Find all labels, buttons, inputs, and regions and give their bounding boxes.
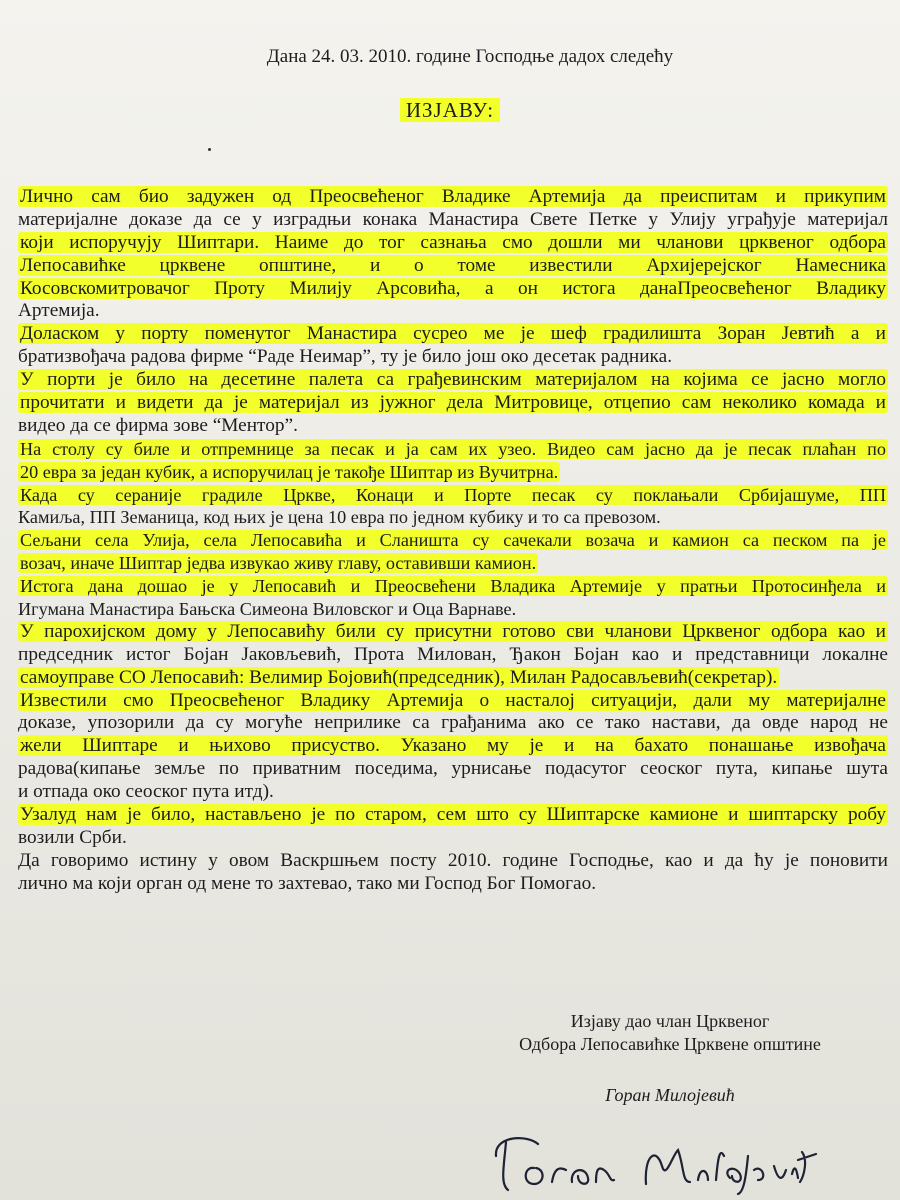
- body-line: Истога дана дошао је у Лепосавић и Преосвећени Владика Артемије у пратњи Протосинђела и: [20, 576, 886, 597]
- body-line: На столу су биле и отпремнице за песак и ја сам их узео. Видео сам јасно да је песак плаћан по: [20, 438, 886, 459]
- body-line: Лично сам био задужен од Преосвећеног Владике Артемија да преиспитам и прикупим: [20, 186, 886, 207]
- signatory-line-1: Изјаву дао члан Црквеног: [570, 1011, 770, 1031]
- body-line: братизвођача радова фирме “Раде Неимар”, ту је било још око десетак радника.: [18, 346, 673, 368]
- body-line: и отпада око сеоског пута итд).: [18, 781, 274, 803]
- signatory-name: Горан Милојевић: [605, 1085, 735, 1105]
- signatory-block: [470, 1010, 870, 1055]
- body-line: доказе, упозорили да су могуће неприлике са грађанима ако се тако настави, да овде народ не: [18, 712, 888, 734]
- body-line: Лепосавићке црквене општине, и о томе известили Архијерејског Намесника: [20, 254, 886, 276]
- body-line: Косовскомитровачог Проту Милију Арсовића, а он истога данаПреосвећеног Владику: [20, 277, 886, 299]
- body-line: возили Срби.: [18, 826, 127, 848]
- document-title: [0, 98, 900, 123]
- body-line: који испоручују Шиптари. Наиме до тог сазнања смо дошли ми чланови црквеног одбора: [20, 231, 886, 253]
- body-line: Камиља, ПП Земаница, код њих је цена 10 евра по једном кубику и то са превозом.: [18, 507, 661, 528]
- body-line: радова(кипање земље по приватним поседима, урнисање подасутог сеоског пута, кипање шута: [18, 758, 888, 780]
- body-line: У парохијском дому у Лепосавићу били су присутни готово сви чланови Црквеног одбора као и: [20, 620, 886, 642]
- body-line: Када су сеpаније градиле Цркве, Конаци и Порте песак су поклањали Србијашуме, ПП: [20, 484, 886, 505]
- handwritten-signature: [486, 1126, 826, 1196]
- body-line: Артемија.: [18, 300, 100, 322]
- body-line: Игумана Манастира Бањска Симеона Виловског и Оца Варнаве.: [18, 599, 517, 620]
- date-line: Дана 24. 03. 2010. године Господње дадох следећу: [266, 46, 674, 67]
- body-line: материјалне доказе да се у изградњи конака Манастира Свете Петке у Улију уграђује материјал: [18, 208, 888, 230]
- body-line: председник истог Бојан Јаковљевић, Прота Милован, Ђакон Бојан као и представници локалне: [18, 643, 888, 665]
- body-line: прочитати и видети да је материјал из јужног дела Митровице, отцепио сам неколико комада и: [20, 392, 886, 414]
- body-line: лично ма који орган од мене то захтевао, тако ми Господ Бог Помогао.: [18, 872, 597, 894]
- stray-mark: [208, 148, 211, 151]
- body-line: Доласком у порту поменутог Манастира сусрео ме је шеф градилишта Зоран Јевтић а и: [20, 323, 886, 345]
- body-line: Да говоримо истину у овом Васкршњем посту 2010. године Господње, као и да ћу је поновити: [18, 849, 888, 871]
- signatory-line-2: Одбора Лепосавићке Црквене општине: [519, 1033, 821, 1054]
- body-line: жели Шиптаре и њихово присуство. Указано му је и на бахато понашање извођача: [20, 735, 886, 757]
- body-line: Сељани села Улија, села Лепосавића и Сланишта су сачекали возача и камион са песком па је: [20, 530, 886, 551]
- body-line: У порти је било на десетине палета са грађевинским материјалом на којима се јасно могло: [20, 369, 886, 391]
- body-line: видео да се фирма зове “Ментор”.: [18, 414, 298, 436]
- body-line: Узалуд нам је било, настављено је по старом, сем што су Шиптарске камионе и шиптарску робу: [20, 804, 886, 826]
- body-line: 20 евра за један кубик, а испоручилац је такође Шиптар из Вучитрна.: [20, 461, 559, 482]
- body-line: Известили смо Преосвећеног Владику Артемија о насталој ситуацији, дали му материјалне: [20, 689, 886, 711]
- body-line: возач, иначе Шиптар једва извукао живу главу, оставивши камион.: [20, 553, 537, 574]
- body-line: самоуправе СО Лепосавић: Велимир Бојовић(председник), Милан Радосављевић(секретар).: [20, 666, 778, 688]
- statement-body: [18, 186, 888, 896]
- document-title-text: ИЗЈАВУ:: [400, 98, 500, 122]
